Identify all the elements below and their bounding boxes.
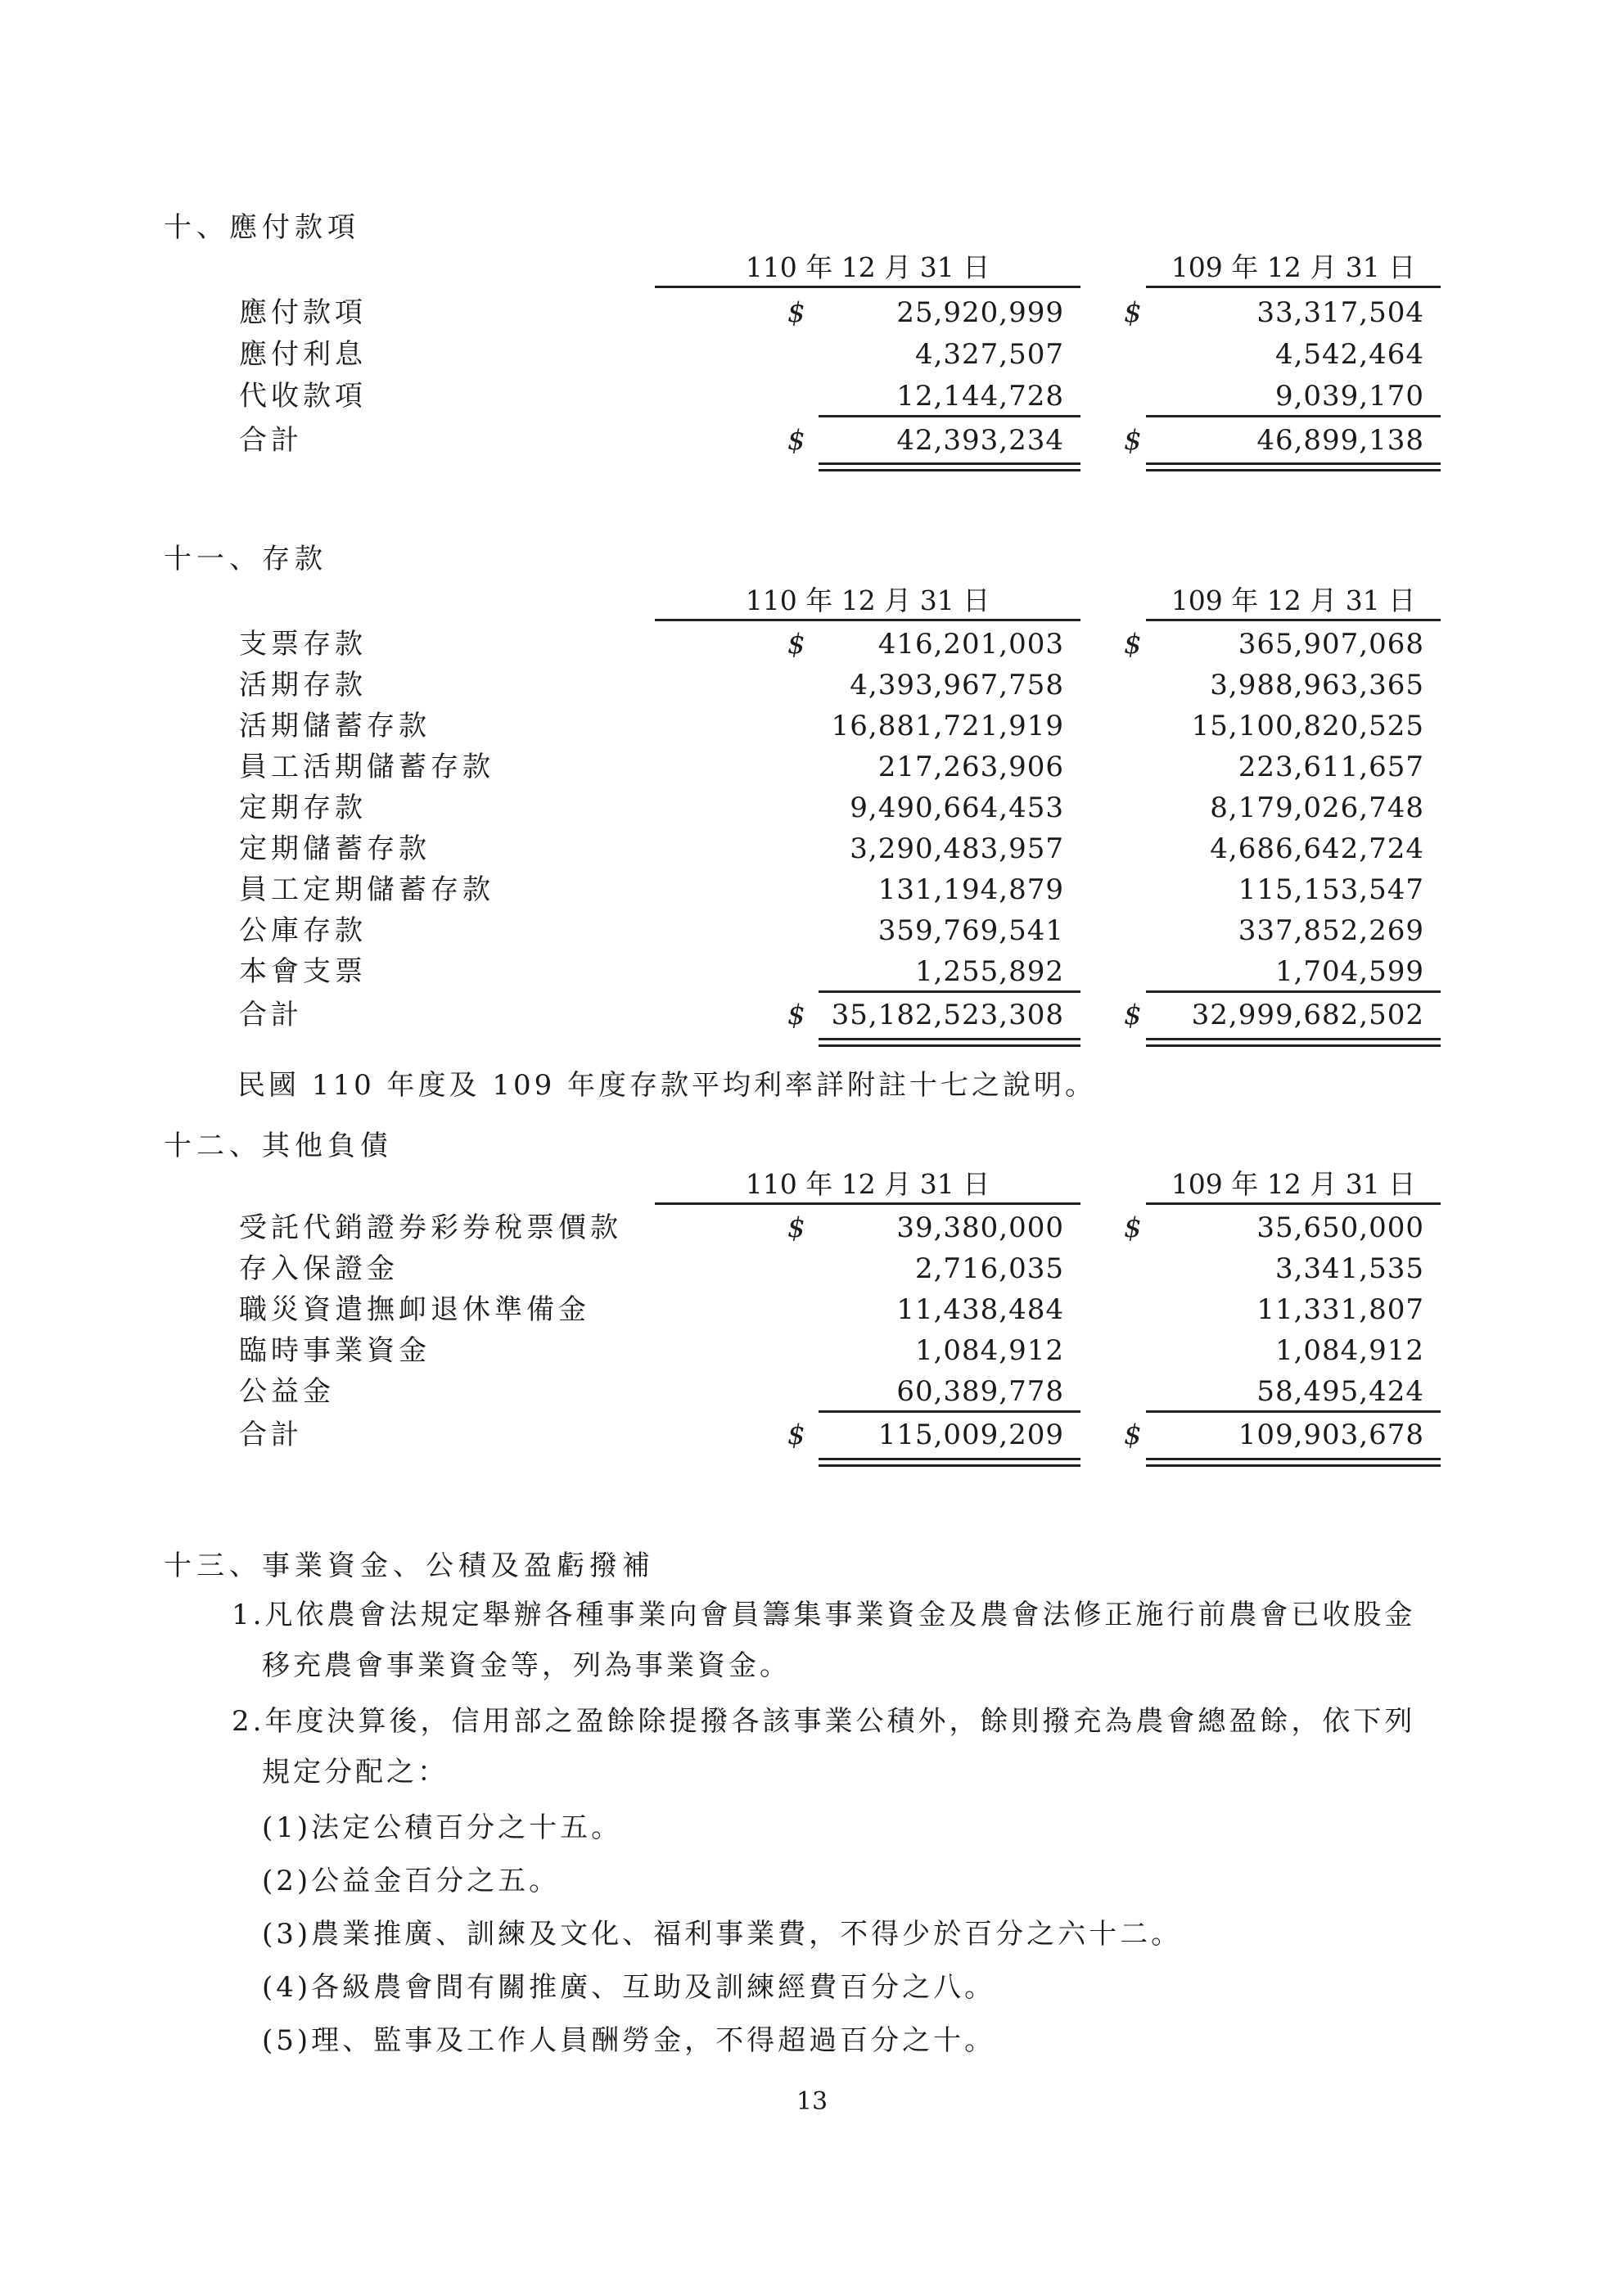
value-109: 4,686,642,724 [1210, 832, 1424, 865]
value-109: 11,331,807 [1256, 1293, 1424, 1326]
value-110: 9,490,664,453 [850, 792, 1064, 824]
table-row [0, 376, 1624, 417]
column-header-109: 109 年 12 月 31 日 [1146, 250, 1441, 288]
distribution-item: (1)法定公積百分之十五。 [262, 1811, 623, 1844]
table-row [0, 869, 1624, 910]
table-row [0, 665, 1624, 706]
value-109: 1,084,912 [1274, 1334, 1424, 1367]
currency-symbol: $ [1124, 424, 1142, 457]
distribution-item: (5)理、監事及工作人員酬勞金，不得超過百分之十。 [262, 2024, 996, 2057]
row-label: 職災資遣撫卹退休準備金 [239, 1293, 590, 1326]
row-label: 應付利息 [239, 338, 367, 371]
value-110: 12,144,728 [896, 380, 1064, 413]
value-109: 4,542,464 [1274, 338, 1424, 371]
subtotal-rule [819, 1410, 1080, 1413]
section-title-other-liabilities: 十二、其他負債 [164, 1130, 393, 1162]
row-label: 本會支票 [239, 955, 367, 988]
row-label: 應付款項 [239, 296, 367, 329]
total-double-rule [1146, 1458, 1441, 1467]
total-109: 46,899,138 [1256, 424, 1424, 457]
row-label: 臨時事業資金 [239, 1334, 431, 1367]
row-label: 公庫存款 [239, 914, 367, 947]
currency-symbol: $ [787, 628, 805, 661]
value-109: 223,611,657 [1238, 751, 1424, 783]
value-109: 35,650,000 [1256, 1211, 1424, 1244]
value-109: 58,495,424 [1256, 1375, 1424, 1408]
table-row [0, 910, 1624, 951]
column-header-110: 110 年 12 月 31 日 [655, 583, 1080, 621]
distribution-item: (4)各級農會間有關推廣、互助及訓練經費百分之八。 [262, 1971, 996, 2004]
row-label: 員工定期儲蓄存款 [239, 873, 494, 906]
row-label: 代收款項 [239, 380, 367, 413]
currency-symbol: $ [1124, 1419, 1142, 1451]
total-109: 109,903,678 [1238, 1419, 1424, 1451]
table-row [0, 747, 1624, 787]
currency-symbol: $ [787, 1419, 805, 1451]
column-header-109: 109 年 12 月 31 日 [1146, 583, 1441, 621]
table-row [0, 1371, 1624, 1412]
table-row [0, 1289, 1624, 1330]
row-label: 支票存款 [239, 628, 367, 661]
total-double-rule [819, 1038, 1080, 1047]
total-109: 32,999,682,502 [1191, 999, 1424, 1031]
value-110: 16,881,721,919 [831, 710, 1064, 742]
column-header-109: 109 年 12 月 31 日 [1146, 1166, 1441, 1205]
total-double-rule [819, 462, 1080, 471]
column-header-110: 110 年 12 月 31 日 [655, 1166, 1080, 1205]
total-110: 42,393,234 [896, 424, 1064, 457]
value-110: 25,920,999 [896, 296, 1064, 329]
column-header-110: 110 年 12 月 31 日 [655, 250, 1080, 288]
value-109: 337,852,269 [1238, 914, 1424, 947]
table-row [0, 1330, 1624, 1371]
currency-symbol: $ [1124, 1211, 1142, 1244]
row-label: 活期儲蓄存款 [239, 710, 431, 742]
row-label: 存入保證金 [239, 1252, 399, 1285]
value-109: 9,039,170 [1274, 380, 1424, 413]
capital-paragraph-2-line-2: 規定分配之： [262, 1756, 449, 1789]
page-number: 13 [796, 2087, 828, 2116]
value-109: 33,317,504 [1256, 296, 1424, 329]
value-110: 1,084,912 [914, 1334, 1064, 1367]
total-row [0, 1414, 1624, 1455]
value-110: 39,380,000 [896, 1211, 1064, 1244]
total-label: 合計 [239, 1419, 303, 1451]
distribution-item: (2)公益金百分之五。 [262, 1865, 561, 1897]
total-row [0, 995, 1624, 1035]
subtotal-rule [1146, 415, 1441, 417]
section-title-deposits: 十一、存款 [164, 543, 327, 575]
value-110: 4,327,507 [914, 338, 1064, 371]
value-110: 359,769,541 [877, 914, 1064, 947]
currency-symbol: $ [787, 296, 805, 329]
value-110: 2,716,035 [914, 1252, 1064, 1285]
row-label: 員工活期儲蓄存款 [239, 751, 494, 783]
row-label: 定期儲蓄存款 [239, 832, 431, 865]
total-label: 合計 [239, 999, 303, 1031]
value-109: 3,988,963,365 [1210, 669, 1424, 701]
value-110: 60,389,778 [896, 1375, 1064, 1408]
capital-paragraph-1-line-2: 移充農會事業資金等，列為事業資金。 [262, 1649, 791, 1682]
value-110: 3,290,483,957 [850, 832, 1064, 865]
value-109: 3,341,535 [1274, 1252, 1424, 1285]
subtotal-rule [1146, 1410, 1441, 1413]
table-row [0, 706, 1624, 747]
row-label: 活期存款 [239, 669, 367, 701]
value-109: 1,704,599 [1274, 955, 1424, 988]
value-109: 115,153,547 [1238, 873, 1424, 906]
total-double-rule [1146, 1038, 1441, 1047]
currency-symbol: $ [787, 1211, 805, 1244]
section-title-payables: 十、應付款項 [164, 211, 360, 244]
capital-paragraph-1-line-1: 1.凡依農會法規定舉辦各種事業向會員籌集事業資金及農會法修正施行前農會已收股金 [232, 1599, 1416, 1631]
section-title-capital: 十三、事業資金、公積及盈虧撥補 [164, 1549, 655, 1582]
row-label: 公益金 [239, 1375, 335, 1408]
total-row [0, 420, 1624, 461]
total-label: 合計 [239, 424, 303, 457]
currency-symbol: $ [787, 999, 805, 1031]
currency-symbol: $ [1124, 628, 1142, 661]
table-row [0, 828, 1624, 869]
value-110: 217,263,906 [877, 751, 1064, 783]
table-row [0, 1248, 1624, 1289]
total-double-rule [819, 1458, 1080, 1467]
value-109: 8,179,026,748 [1210, 792, 1424, 824]
value-110: 11,438,484 [896, 1293, 1064, 1326]
currency-symbol: $ [787, 424, 805, 457]
value-110: 4,393,967,758 [850, 669, 1064, 701]
table-row [0, 624, 1624, 665]
total-110: 115,009,209 [877, 1419, 1064, 1451]
deposits-rate-note: 民國 110 年度及 109 年度存款平均利率詳附註十七之說明。 [237, 1069, 1097, 1102]
subtotal-rule [1146, 990, 1441, 993]
value-110: 416,201,003 [877, 628, 1064, 661]
value-109: 15,100,820,525 [1191, 710, 1424, 742]
table-row [0, 951, 1624, 992]
row-label: 定期存款 [239, 792, 367, 824]
table-row [0, 1207, 1624, 1248]
row-label: 受託代銷證券彩券稅票價款 [239, 1211, 622, 1244]
capital-paragraph-2-line-1: 2.年度決算後，信用部之盈餘除提撥各該事業公積外，餘則撥充為農會總盈餘，依下列 [232, 1705, 1416, 1738]
subtotal-rule [819, 415, 1080, 417]
total-110: 35,182,523,308 [831, 999, 1064, 1031]
currency-symbol: $ [1124, 999, 1142, 1031]
currency-symbol: $ [1124, 296, 1142, 329]
distribution-item: (3)農業推廣、訓練及文化、福利事業費，不得少於百分之六十二。 [262, 1918, 1183, 1951]
total-double-rule [1146, 462, 1441, 471]
table-row [0, 292, 1624, 333]
table-row [0, 334, 1624, 375]
value-110: 1,255,892 [914, 955, 1064, 988]
table-row [0, 787, 1624, 828]
value-109: 365,907,068 [1238, 628, 1424, 661]
subtotal-rule [819, 990, 1080, 993]
value-110: 131,194,879 [877, 873, 1064, 906]
